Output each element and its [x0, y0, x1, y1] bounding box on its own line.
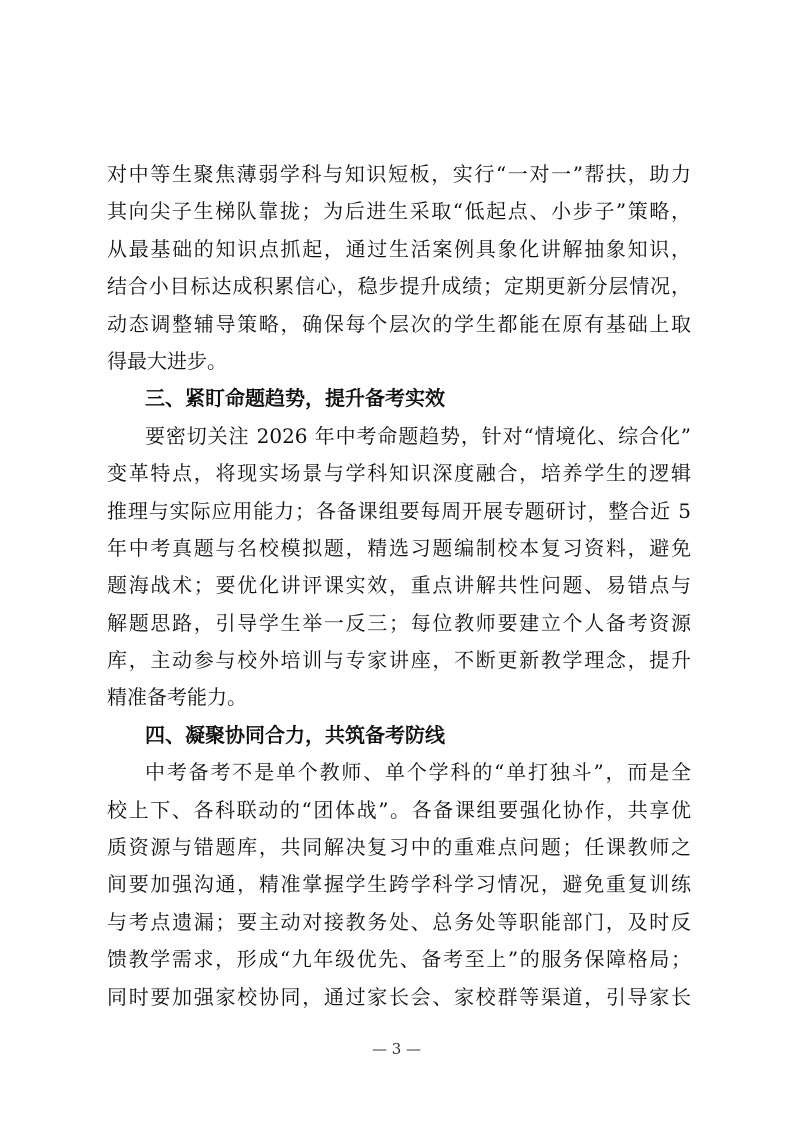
text-line: 年中考真题与名校模拟题，精选习题编制校本复习资料，避免 — [107, 535, 691, 560]
text-line: 动态调整辅导策略，确保每个层次的学生都能在原有基础上取 — [107, 311, 691, 336]
text-line: 解题思路，引导学生举一反三；每位教师要建立个人备考资源 — [107, 610, 691, 635]
text-line: 变革特点，将现实场景与学科知识深度融合，培养学生的逻辑 — [107, 461, 691, 486]
text-line: 馈教学需求，形成“九年级优先、备考至上”的服务保障格局； — [107, 947, 691, 972]
text-line: 其向尖子生梯队靠拢；为后进生采取“低起点、小步子”策略， — [107, 199, 691, 224]
text-line: 库，主动参与校外培训与专家讲座，不断更新教学理念，提升 — [107, 648, 691, 673]
text-line: 题海战术；要优化讲评课实效，重点讲解共性问题、易错点与 — [107, 573, 691, 598]
document-body — [107, 156, 691, 1016]
text-line: 间要加强沟通，精准掌握学生跨学科学习情况，避免重复训练 — [107, 872, 691, 897]
text-line: 结合小目标达成积累信心，稳步提升成绩；定期更新分层情况， — [107, 274, 691, 299]
text-line: 从最基础的知识点抓起，通过生活案例具象化讲解抽象知识， — [107, 236, 691, 261]
section-heading: 三、紧盯命题趋势，提升备考实效 — [145, 386, 445, 411]
page-number: — 3 — — [371, 1040, 422, 1058]
text-line: 要密切关注 2026 年中考命题趋势，针对“情境化、综合化” — [145, 423, 691, 448]
text-line: 推理与实际应用能力；各备课组要每周开展专题研讨，整合近 5 — [107, 498, 691, 523]
section-heading: 四、凝聚协同合力，共筑备考防线 — [145, 722, 445, 747]
text-line: 精准备考能力。 — [107, 685, 247, 710]
text-line: 质资源与错题库，共同解决复习中的重难点问题；任课教师之 — [107, 835, 691, 860]
text-line: 中考备考不是单个教师、单个学科的“单打独斗”，而是全 — [145, 760, 691, 785]
text-line: 对中等生聚焦薄弱学科与知识短板，实行“一对一”帮扶，助力 — [107, 162, 691, 186]
text-line: 得最大进步。 — [107, 348, 227, 373]
text-line: 同时要加强家校协同，通过家长会、家校群等渠道，引导家长 — [107, 984, 691, 1009]
text-line: 校上下、各科联动的“团体战”。各备课组要强化协作，共享优 — [107, 797, 691, 822]
text-line: 与考点遗漏；要主动对接教务处、总务处等职能部门，及时反 — [107, 909, 691, 934]
